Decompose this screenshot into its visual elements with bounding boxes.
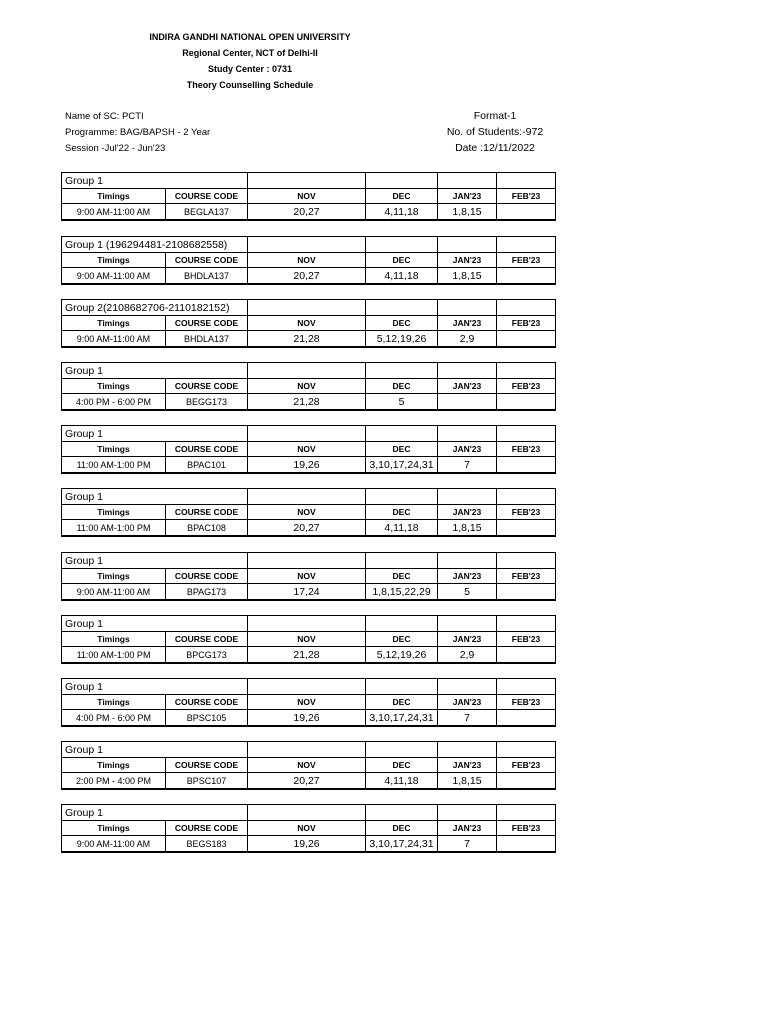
nov-dates-cell: 21,28 <box>248 647 366 664</box>
jan-dates-cell: 1,8,15 <box>438 520 497 537</box>
jan-header: JAN'23 <box>438 379 497 394</box>
nov-dates-cell: 20,27 <box>248 773 366 790</box>
regional-center: Regional Center, NCT of Delhi-II <box>182 48 318 58</box>
course-code-header: COURSE CODE <box>166 758 248 773</box>
course-code-header: COURSE CODE <box>166 505 248 520</box>
empty-cell <box>248 742 366 758</box>
nov-header: NOV <box>248 569 366 584</box>
group-name: Group 1 <box>62 553 248 569</box>
empty-cell <box>438 363 497 379</box>
feb-dates-cell <box>497 710 556 727</box>
course-code-cell: BPAC101 <box>166 457 248 474</box>
course-code-cell: BPCG173 <box>166 647 248 664</box>
nov-dates-cell: 19,26 <box>248 710 366 727</box>
group-table <box>61 488 556 537</box>
dec-dates-cell: 3,10,17,24,31 <box>366 836 438 853</box>
jan-header: JAN'23 <box>438 189 497 204</box>
course-code-header: COURSE CODE <box>166 632 248 647</box>
group-table <box>61 615 556 664</box>
feb-dates-cell <box>497 520 556 537</box>
empty-cell <box>497 489 556 505</box>
student-count: No. of Students:-972 <box>446 126 544 138</box>
course-code-header: COURSE CODE <box>166 253 248 268</box>
dec-header: DEC <box>366 505 438 520</box>
nov-header: NOV <box>248 821 366 836</box>
course-code-header: COURSE CODE <box>166 695 248 710</box>
empty-cell <box>438 237 497 253</box>
timings-header: Timings <box>62 505 166 520</box>
jan-dates-cell: 1,8,15 <box>438 773 497 790</box>
feb-dates-cell <box>497 584 556 601</box>
empty-cell <box>438 489 497 505</box>
empty-cell <box>497 237 556 253</box>
dec-dates-cell: 4,11,18 <box>366 773 438 790</box>
group-name: Group 1 <box>62 363 248 379</box>
dec-header: DEC <box>366 253 438 268</box>
group-name: Group 1 <box>62 426 248 442</box>
nov-dates-cell: 21,28 <box>248 331 366 348</box>
group-table <box>61 172 556 221</box>
nov-header: NOV <box>248 316 366 331</box>
empty-cell <box>248 173 366 189</box>
empty-cell <box>438 300 497 316</box>
jan-dates-cell: 1,8,15 <box>438 268 497 285</box>
course-code-cell: BHDLA137 <box>166 268 248 285</box>
nov-header: NOV <box>248 758 366 773</box>
feb-dates-cell <box>497 836 556 853</box>
jan-header: JAN'23 <box>438 253 497 268</box>
timings-header: Timings <box>62 821 166 836</box>
empty-cell <box>497 616 556 632</box>
empty-cell <box>248 237 366 253</box>
empty-cell <box>248 805 366 821</box>
empty-cell <box>366 363 438 379</box>
course-code-cell: BPSC107 <box>166 773 248 790</box>
empty-cell <box>366 805 438 821</box>
group-name: Group 1 <box>62 616 248 632</box>
nov-dates-cell: 21,28 <box>248 394 366 411</box>
dec-dates-cell: 5,12,19,26 <box>366 331 438 348</box>
study-center: Study Center : 0731 <box>207 64 293 74</box>
nov-dates-cell: 17,24 <box>248 584 366 601</box>
dec-dates-cell: 3,10,17,24,31 <box>366 710 438 727</box>
timing-cell: 11:00 AM-1:00 PM <box>62 520 166 537</box>
empty-cell <box>497 742 556 758</box>
feb-dates-cell <box>497 394 556 411</box>
timing-cell: 4:00 PM - 6:00 PM <box>62 710 166 727</box>
feb-header: FEB'23 <box>497 505 556 520</box>
empty-cell <box>438 805 497 821</box>
course-code-cell: BPAC108 <box>166 520 248 537</box>
empty-cell <box>497 300 556 316</box>
group-name: Group 2(2108682706-2110182152) <box>62 300 248 316</box>
programme: Programme: BAG/BAPSH - 2 Year <box>65 127 211 138</box>
empty-cell <box>366 553 438 569</box>
jan-dates-cell: 2,9 <box>438 331 497 348</box>
dec-header: DEC <box>366 632 438 647</box>
course-code-cell: BEGLA137 <box>166 204 248 221</box>
course-code-header: COURSE CODE <box>166 316 248 331</box>
timings-header: Timings <box>62 632 166 647</box>
timings-header: Timings <box>62 758 166 773</box>
empty-cell <box>438 742 497 758</box>
empty-cell <box>248 489 366 505</box>
course-code-cell: BEGG173 <box>166 394 248 411</box>
empty-cell <box>366 237 438 253</box>
nov-header: NOV <box>248 442 366 457</box>
nov-header: NOV <box>248 632 366 647</box>
sc-name: Name of SC: PCTI <box>65 111 144 122</box>
course-code-header: COURSE CODE <box>166 569 248 584</box>
nov-dates-cell: 20,27 <box>248 204 366 221</box>
timing-cell: 9:00 AM-11:00 AM <box>62 204 166 221</box>
jan-header: JAN'23 <box>438 442 497 457</box>
empty-cell <box>248 300 366 316</box>
feb-header: FEB'23 <box>497 821 556 836</box>
timing-cell: 11:00 AM-1:00 PM <box>62 457 166 474</box>
dec-dates-cell: 5 <box>366 394 438 411</box>
group-table <box>61 741 556 790</box>
jan-dates-cell: 2,9 <box>438 647 497 664</box>
feb-dates-cell <box>497 773 556 790</box>
empty-cell <box>497 805 556 821</box>
feb-dates-cell <box>497 331 556 348</box>
empty-cell <box>497 173 556 189</box>
course-code-cell: BHDLA137 <box>166 331 248 348</box>
course-code-header: COURSE CODE <box>166 189 248 204</box>
dec-header: DEC <box>366 442 438 457</box>
timings-header: Timings <box>62 316 166 331</box>
timing-cell: 11:00 AM-1:00 PM <box>62 647 166 664</box>
group-name: Group 1 (196294481-2108682558) <box>62 237 248 253</box>
empty-cell <box>366 173 438 189</box>
empty-cell <box>366 742 438 758</box>
feb-dates-cell <box>497 268 556 285</box>
group-table <box>61 678 556 727</box>
schedule-title: Theory Counselling Schedule <box>186 80 314 90</box>
course-code-cell: BPAG173 <box>166 584 248 601</box>
university-title: INDIRA GANDHI NATIONAL OPEN UNIVERSITY <box>149 32 351 42</box>
schedule-date: Date :12/11/2022 <box>455 142 535 154</box>
jan-header: JAN'23 <box>438 569 497 584</box>
feb-header: FEB'23 <box>497 632 556 647</box>
jan-header: JAN'23 <box>438 316 497 331</box>
empty-cell <box>248 553 366 569</box>
nov-dates-cell: 20,27 <box>248 268 366 285</box>
empty-cell <box>248 679 366 695</box>
timing-cell: 9:00 AM-11:00 AM <box>62 584 166 601</box>
course-code-cell: BEGS183 <box>166 836 248 853</box>
dec-dates-cell: 5,12,19,26 <box>366 647 438 664</box>
empty-cell <box>497 679 556 695</box>
timing-cell: 2:00 PM - 4:00 PM <box>62 773 166 790</box>
jan-header: JAN'23 <box>438 632 497 647</box>
timing-cell: 9:00 AM-11:00 AM <box>62 836 166 853</box>
group-table <box>61 236 556 285</box>
empty-cell <box>366 426 438 442</box>
format-label: Format-1 <box>473 110 517 122</box>
feb-header: FEB'23 <box>497 758 556 773</box>
nov-header: NOV <box>248 379 366 394</box>
empty-cell <box>438 426 497 442</box>
timings-header: Timings <box>62 253 166 268</box>
empty-cell <box>497 363 556 379</box>
course-code-cell: BPSC105 <box>166 710 248 727</box>
dec-dates-cell: 4,11,18 <box>366 520 438 537</box>
empty-cell <box>438 173 497 189</box>
nov-dates-cell: 20,27 <box>248 520 366 537</box>
jan-dates-cell: 7 <box>438 457 497 474</box>
empty-cell <box>366 300 438 316</box>
feb-dates-cell <box>497 457 556 474</box>
nov-dates-cell: 19,26 <box>248 836 366 853</box>
group-table <box>61 362 556 411</box>
empty-cell <box>366 679 438 695</box>
empty-cell <box>248 363 366 379</box>
jan-header: JAN'23 <box>438 505 497 520</box>
jan-dates-cell: 7 <box>438 710 497 727</box>
empty-cell <box>366 616 438 632</box>
feb-header: FEB'23 <box>497 442 556 457</box>
jan-dates-cell: 5 <box>438 584 497 601</box>
jan-dates-cell: 1,8,15 <box>438 204 497 221</box>
group-table <box>61 299 556 348</box>
jan-header: JAN'23 <box>438 821 497 836</box>
group-table <box>61 425 556 474</box>
feb-header: FEB'23 <box>497 316 556 331</box>
nov-header: NOV <box>248 505 366 520</box>
empty-cell <box>366 489 438 505</box>
timing-cell: 9:00 AM-11:00 AM <box>62 268 166 285</box>
group-name: Group 1 <box>62 805 248 821</box>
course-code-header: COURSE CODE <box>166 442 248 457</box>
feb-header: FEB'23 <box>497 569 556 584</box>
feb-header: FEB'23 <box>497 695 556 710</box>
course-code-header: COURSE CODE <box>166 379 248 394</box>
nov-header: NOV <box>248 695 366 710</box>
timing-cell: 4:00 PM - 6:00 PM <box>62 394 166 411</box>
empty-cell <box>248 426 366 442</box>
feb-header: FEB'23 <box>497 189 556 204</box>
session: Session -Jul'22 - Jun'23 <box>65 143 166 154</box>
dec-dates-cell: 1,8,15,22,29 <box>366 584 438 601</box>
empty-cell <box>438 679 497 695</box>
timings-header: Timings <box>62 569 166 584</box>
course-code-header: COURSE CODE <box>166 821 248 836</box>
nov-header: NOV <box>248 189 366 204</box>
dec-header: DEC <box>366 379 438 394</box>
timings-header: Timings <box>62 442 166 457</box>
jan-dates-cell <box>438 394 497 411</box>
dec-dates-cell: 3,10,17,24,31 <box>366 457 438 474</box>
nov-header: NOV <box>248 253 366 268</box>
dec-header: DEC <box>366 316 438 331</box>
dec-header: DEC <box>366 758 438 773</box>
group-name: Group 1 <box>62 742 248 758</box>
empty-cell <box>248 616 366 632</box>
group-name: Group 1 <box>62 173 248 189</box>
empty-cell <box>497 426 556 442</box>
dec-dates-cell: 4,11,18 <box>366 204 438 221</box>
feb-dates-cell <box>497 204 556 221</box>
group-name: Group 1 <box>62 679 248 695</box>
timings-header: Timings <box>62 695 166 710</box>
dec-header: DEC <box>366 695 438 710</box>
jan-dates-cell: 7 <box>438 836 497 853</box>
group-table <box>61 552 556 601</box>
feb-header: FEB'23 <box>497 253 556 268</box>
jan-header: JAN'23 <box>438 758 497 773</box>
group-name: Group 1 <box>62 489 248 505</box>
jan-header: JAN'23 <box>438 695 497 710</box>
dec-dates-cell: 4,11,18 <box>366 268 438 285</box>
timings-header: Timings <box>62 379 166 394</box>
timings-header: Timings <box>62 189 166 204</box>
empty-cell <box>497 553 556 569</box>
timing-cell: 9:00 AM-11:00 AM <box>62 331 166 348</box>
nov-dates-cell: 19,26 <box>248 457 366 474</box>
group-table <box>61 804 556 853</box>
dec-header: DEC <box>366 569 438 584</box>
dec-header: DEC <box>366 821 438 836</box>
dec-header: DEC <box>366 189 438 204</box>
feb-dates-cell <box>497 647 556 664</box>
empty-cell <box>438 616 497 632</box>
empty-cell <box>438 553 497 569</box>
feb-header: FEB'23 <box>497 379 556 394</box>
